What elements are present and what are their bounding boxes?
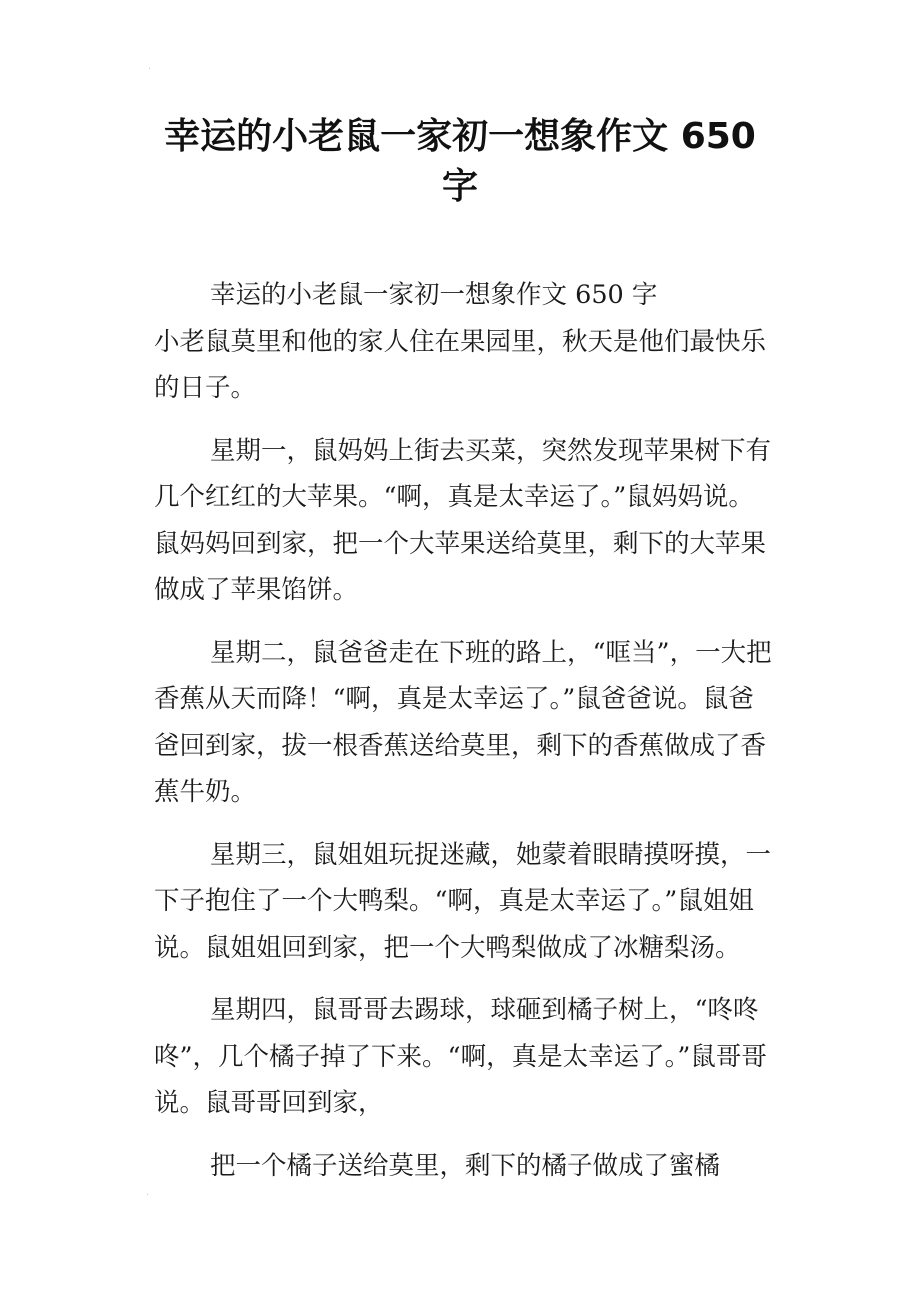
document-body [154, 272, 774, 1205]
paragraph-intro: 小老鼠莫里和他的家人住在果园里，秋天是他们最快乐的日子。 [154, 326, 767, 403]
paragraph-monday: 星期一，鼠妈妈上街去买菜，突然发现苹果树下有几个红红的大苹果。“啊，真是太幸运了。”鼠妈妈说。鼠妈妈回到家，把一个大苹果送给莫里，剩下的大苹果做成了苹果馅饼。 [154, 435, 772, 605]
page-corner-mark-bottom: · [146, 1190, 150, 1201]
paragraph-thursday: 星期四，鼠哥哥去踢球，球砸到橘子树上，“咚咚咚”，几个橘子掉了下来。“啊，真是太幸运了。”鼠哥哥说。鼠哥哥回到家， [154, 995, 767, 1118]
title-line-2: 字 [441, 166, 478, 207]
paragraph-wednesday: 星期三，鼠姐姐玩捉迷藏，她蒙着眼睛摸呀摸，一下子抱住了一个大鸭梨。“啊，真是太幸运了。”鼠姐姐说。鼠姐姐回到家，把一个大鸭梨做成了冰糖梨汤。 [154, 839, 772, 963]
page-corner-mark-top: · [148, 64, 152, 75]
paragraph-tuesday: 星期二，鼠爸爸走在下班的路上，“哐当”，一大把香蕉从天而降！“啊，真是太幸运了。”鼠爸爸说。鼠爸爸回到家，拔一根香蕉送给莫里，剩下的香蕉做成了香蕉牛奶。 [154, 637, 772, 807]
paragraph-continued: 把一个橘子送给莫里，剩下的橘子做成了蜜橘 [210, 1150, 721, 1181]
document-title [150, 112, 770, 212]
paragraph-heading: 幸运的小老鼠一家初一想象作文 650 字 [210, 280, 658, 310]
title-line-1: 幸运的小老鼠一家初一想象作文 650 [164, 116, 756, 157]
